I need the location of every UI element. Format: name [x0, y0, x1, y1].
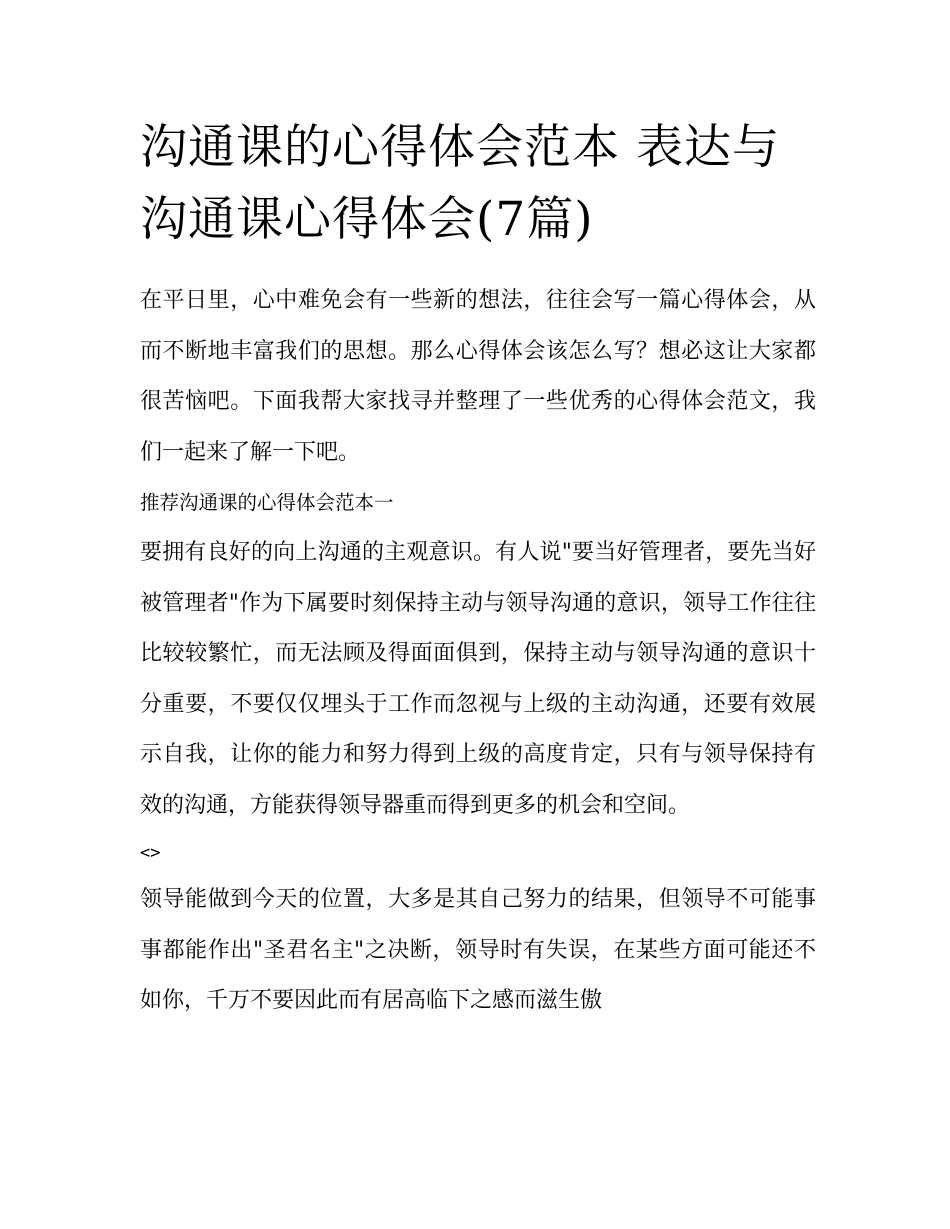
- document-content: [140, 112, 816, 1027]
- document-title: 沟通课的心得体会范本 表达与沟通课心得体会(7篇): [140, 120, 780, 247]
- body-paragraph-2: 领导能做到今天的位置，大多是其自己努力的结果，但领导不可能事事都能作出"圣君名主"之决断，领导时有失误，在某些方面可能还不如你，千万不要因此而有居高临下之感而滋生傲: [140, 887, 816, 1013]
- placeholder-marker: <>: [140, 843, 161, 863]
- section-heading: 推荐沟通课的心得体会范本一: [140, 491, 394, 514]
- body-paragraph-1: 要拥有良好的向上沟通的主观意识。有人说"要当好管理者，要先当好被管理者"作为下属要时刻保持主动与领导沟通的意识，领导工作往往比较较繁忙，而无法顾及得面面俱到，保持主动与领导沟通的意识十分重要，不要仅仅埋头于工作而忽视与上级的主动沟通，还要有效展示自我，让你的能力和努力得到上级的高度肯定，只有与领导保持有效的沟通，方能获得领导器重而得到更多的机会和空间。: [140, 540, 816, 818]
- intro-paragraph: 在平日里，心中难免会有一些新的想法，往往会写一篇心得体会，从而不断地丰富我们的思想。那么心得体会该怎么写？想必这让大家都很苦恼吧。下面我帮大家找寻并整理了一些优秀的心得体会范文，我们一起来了解一下吧。: [140, 288, 816, 465]
